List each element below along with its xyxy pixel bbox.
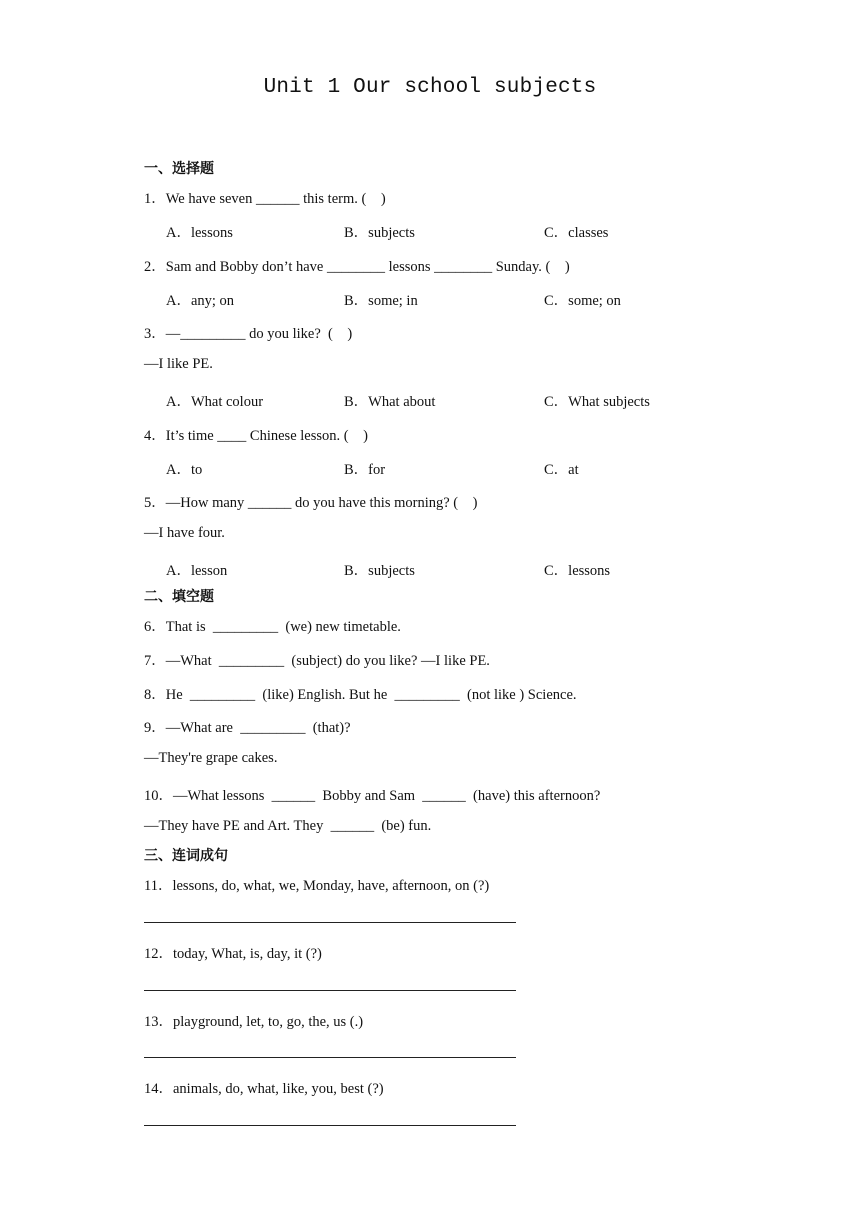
q4-option-c: C．at	[544, 462, 579, 478]
q1-option-c: C．classes	[544, 225, 609, 241]
section-heading-fill: 二、填空题	[144, 589, 214, 605]
page-title: Unit 1 Our school subjects	[263, 76, 597, 99]
answer-line-12	[144, 990, 516, 991]
question-3: 3．—_________ do you like? ( )	[144, 326, 353, 342]
question-9-answer: —They're grape cakes.	[144, 750, 278, 766]
section-heading-choice: 一、选择题	[144, 161, 214, 177]
question-11: 11．lessons, do, what, we, Monday, have, afternoon, on (?)	[144, 878, 490, 894]
question-7: 7．—What _________ (subject) do you like? —I like PE.	[144, 653, 490, 669]
q3-option-b: B．What about	[344, 394, 436, 410]
question-4: 4．It’s time ____ Chinese lesson. ( )	[144, 428, 368, 444]
question-13: 13．playground, let, to, go, the, us (.)	[144, 1014, 364, 1030]
question-12: 12．today, What, is, day, it (?)	[144, 946, 322, 962]
q2-option-c: C．some; on	[544, 293, 621, 309]
answer-line-13	[144, 1057, 516, 1058]
question-2: 2．Sam and Bobby don’t have ________ lessons ________ Sunday. ( )	[144, 259, 570, 275]
question-1: 1．We have seven ______ this term. ( )	[144, 191, 386, 207]
question-14: 14．animals, do, what, like, you, best (?)	[144, 1081, 384, 1097]
question-10-answer: —They have PE and Art. They ______ (be) fun.	[144, 818, 432, 834]
question-9: 9．—What are _________ (that)?	[144, 720, 351, 736]
question-3-answer: —I like PE.	[144, 356, 213, 372]
q2-option-a: A．any; on	[166, 293, 235, 309]
question-8: 8．He _________ (like) English. But he _________ (not like ) Science.	[144, 687, 577, 703]
q1-option-b: B．subjects	[344, 225, 415, 241]
answer-line-14	[144, 1125, 516, 1126]
question-6: 6．That is _________ (we) new timetable.	[144, 619, 401, 635]
question-5: 5．—How many ______ do you have this morning? ( )	[144, 495, 478, 511]
q3-option-c: C．What subjects	[544, 394, 650, 410]
section-heading-order: 三、连词成句	[144, 848, 228, 864]
q3-option-a: A．What colour	[166, 394, 264, 410]
q1-option-a: A．lessons	[166, 225, 233, 241]
answer-line-11	[144, 922, 516, 923]
question-10: 10．—What lessons ______ Bobby and Sam ______ (have) this afternoon?	[144, 788, 601, 804]
q2-option-b: B．some; in	[344, 293, 418, 309]
q4-option-b: B．for	[344, 462, 386, 478]
q4-option-a: A．to	[166, 462, 203, 478]
q5-option-a: A．lesson	[166, 563, 228, 579]
q5-option-b: B．subjects	[344, 563, 415, 579]
question-5-answer: —I have four.	[144, 525, 225, 541]
q5-option-c: C．lessons	[544, 563, 611, 579]
